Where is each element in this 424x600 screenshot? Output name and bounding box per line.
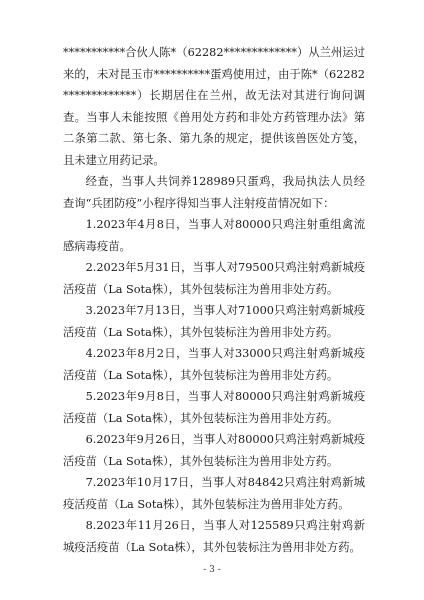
paragraph-investigation: 经查，当事人共饲养128989只蛋鸡，我局执法人员经查询“兵团防疫”小程序得知当事人注射疫苗情况如下： [63, 175, 365, 210]
vaccination-item-8: 8.2023年11月26日，当事人对125589只鸡注射鸡新城疫活疫苗（La Sota株），其外包装标注为兽用非处方药。 [63, 519, 365, 554]
paragraph-continuation: ***********合伙人陈*（62282*************）从兰州运过来的，未对昆玉市**********蛋鸡使用过，由于陈*（62282*************）长期居住在兰州，故无法对其进行询问调查。当事人未能按照《兽用处方药和非处方药管理办法》第二条第二款、第七条、第九条的规定，提供该兽医处方笺，且未建立用药记录。 [63, 46, 365, 167]
page-number: - 3 - [203, 565, 221, 575]
vaccination-item-3: 3.2023年7月13日，当事人对71000只鸡注射鸡新城疫活疫苗（La Sota株），其外包装标注为兽用非处方药。 [63, 304, 365, 339]
vaccination-item-4: 4.2023年8月2日，当事人对33000只鸡注射鸡新城疫活疫苗（La Sota株），其外包装标注为兽用非处方药。 [63, 347, 365, 382]
vaccination-item-2: 2.2023年5月31日，当事人对79500只鸡注射鸡新城疫活疫苗（La Sota株），其外包装标注为兽用非处方药。 [63, 261, 365, 296]
vaccination-item-6: 6.2023年9月26日，当事人对80000只鸡注射鸡新城疫活疫苗（La Sota株），其外包装标注为兽用非处方药。 [63, 433, 365, 468]
document-body [63, 42, 365, 558]
vaccination-item-1: 1.2023年4月8日，当事人对80000只鸡注射重组禽流感病毒疫苗。 [63, 218, 365, 253]
vaccination-item-7: 7.2023年10月17日，当事人对84842只鸡注射鸡新城疫活疫苗（La Sota株），其外包装标注为兽用非处方药。 [63, 476, 365, 511]
vaccination-item-5: 5.2023年9月8日，当事人对80000只鸡注射鸡新城疫活疫苗（La Sota株），其外包装标注为兽用非处方药。 [63, 390, 365, 425]
